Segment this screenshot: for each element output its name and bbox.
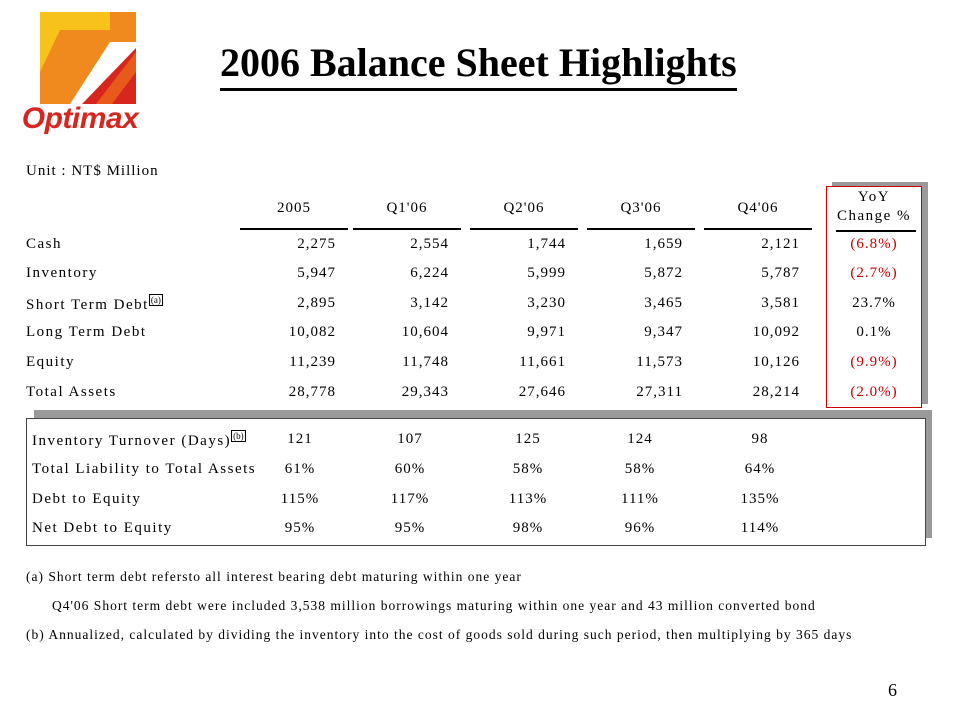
header-underline xyxy=(353,228,461,230)
table-cell: 9,971 xyxy=(527,324,566,340)
table-cell: 95% xyxy=(394,520,426,536)
yoy-header-line2: Change % xyxy=(836,208,912,224)
yoy-header-underline xyxy=(836,230,916,232)
table-cell: 5,787 xyxy=(761,265,800,281)
logo-wordmark: Optimax xyxy=(21,102,139,135)
table-cell: 5,947 xyxy=(297,265,336,281)
table-cell: 111% xyxy=(621,491,659,507)
footnote-marker-a: (a) xyxy=(150,295,161,305)
table-cell: 98 xyxy=(751,431,769,447)
table-cell: 29,343 xyxy=(401,384,449,400)
row-label-long-term-debt: Long Term Debt xyxy=(26,324,147,340)
table-cell: 11,573 xyxy=(636,354,683,370)
row-label-text: Short Term Debt xyxy=(26,297,149,313)
yoy-value: (2.0%) xyxy=(850,384,898,400)
row-label-liability-to-assets: Total Liability to Total Assets xyxy=(32,461,257,477)
table-cell: 2,275 xyxy=(297,236,336,252)
page-number: 6 xyxy=(888,680,897,700)
table-cell: 11,748 xyxy=(402,354,449,370)
table-cell: 11,661 xyxy=(519,354,566,370)
table-cell: 58% xyxy=(624,461,656,477)
table-cell: 10,082 xyxy=(288,324,336,340)
table-cell: 5,872 xyxy=(644,265,683,281)
yoy-value: 23.7% xyxy=(852,295,896,311)
row-label-short-term-debt xyxy=(26,295,163,314)
table-cell: 135% xyxy=(740,491,780,507)
header-underline xyxy=(470,228,578,230)
table-cell: 98% xyxy=(512,520,544,536)
row-label-debt-to-equity: Debt to Equity xyxy=(32,491,142,507)
table-cell: 121 xyxy=(287,431,313,447)
row-label-total-assets: Total Assets xyxy=(26,384,117,400)
row-label-equity: Equity xyxy=(26,354,75,370)
unit-label: Unit : NT$ Million xyxy=(26,163,159,179)
table-cell: 117% xyxy=(390,491,430,507)
optimax-logo xyxy=(10,12,150,142)
table-cell: 10,604 xyxy=(401,324,449,340)
table-cell: 107 xyxy=(397,431,423,447)
table-cell: 114% xyxy=(740,520,780,536)
column-header-q2-06: Q2'06 xyxy=(503,200,545,216)
row-label-inventory-turnover xyxy=(32,431,246,450)
column-header-q3-06: Q3'06 xyxy=(620,200,662,216)
yoy-value: (9.9%) xyxy=(850,354,898,370)
table-cell: 27,646 xyxy=(518,384,566,400)
table-cell: 96% xyxy=(624,520,656,536)
table-cell: 1,744 xyxy=(527,236,566,252)
yoy-value: (6.8%) xyxy=(850,236,898,252)
table-cell: 95% xyxy=(284,520,316,536)
table-cell: 113% xyxy=(508,491,548,507)
footnote-a: (a) Short term debt refersto all interest bearing debt maturing within one year xyxy=(26,569,522,584)
page-title: 2006 Balance Sheet Highlights xyxy=(220,40,737,91)
column-header-q4-06: Q4'06 xyxy=(737,200,779,216)
table-cell: 125 xyxy=(515,431,541,447)
table-cell: 6,224 xyxy=(410,265,449,281)
table-cell: 10,092 xyxy=(752,324,800,340)
yoy-header-line1: YoY xyxy=(857,189,891,205)
table-cell: 11,239 xyxy=(289,354,336,370)
row-label-cash: Cash xyxy=(26,236,62,252)
footnote-b: (b) Annualized, calculated by dividing the inventory into the cost of goods sold during such period, then multiplying by 365 days xyxy=(26,627,853,642)
yoy-value: (2.7%) xyxy=(850,265,898,281)
yoy-header xyxy=(826,188,922,226)
table-cell: 2,554 xyxy=(410,236,449,252)
table-cell: 3,230 xyxy=(527,295,566,311)
table-cell: 9,347 xyxy=(644,324,683,340)
table-cell: 27,311 xyxy=(636,384,683,400)
table-cell: 58% xyxy=(512,461,544,477)
table-cell: 3,465 xyxy=(644,295,683,311)
table-cell: 10,126 xyxy=(752,354,800,370)
table-cell: 28,214 xyxy=(752,384,800,400)
header-underline xyxy=(704,228,812,230)
table-cell: 3,581 xyxy=(761,295,800,311)
table-cell: 124 xyxy=(627,431,653,447)
table-cell: 2,895 xyxy=(297,295,336,311)
header-underline xyxy=(240,228,348,230)
row-label-inventory: Inventory xyxy=(26,265,98,281)
table-cell: 64% xyxy=(744,461,776,477)
column-header-2005: 2005 xyxy=(277,200,311,216)
header-underline xyxy=(587,228,695,230)
yoy-value: 0.1% xyxy=(856,324,892,340)
table-cell: 3,142 xyxy=(410,295,449,311)
table-cell: 61% xyxy=(284,461,316,477)
table-cell: 28,778 xyxy=(288,384,336,400)
table-cell: 2,121 xyxy=(761,236,800,252)
row-label-net-debt-to-equity: Net Debt to Equity xyxy=(32,520,173,536)
footnote-a-detail: Q4'06 Short term debt were included 3,538 million borrowings maturing within one year and 43 million converted bond xyxy=(52,598,816,613)
table-cell: 115% xyxy=(280,491,320,507)
footnote-marker-b: (b) xyxy=(233,431,244,441)
table-cell: 5,999 xyxy=(527,265,566,281)
column-header-q1-06: Q1'06 xyxy=(386,200,428,216)
table-cell: 1,659 xyxy=(644,236,683,252)
table-cell: 60% xyxy=(394,461,426,477)
optimax-logo-mark-icon xyxy=(40,12,136,104)
row-label-text: Inventory Turnover (Days) xyxy=(32,433,232,449)
